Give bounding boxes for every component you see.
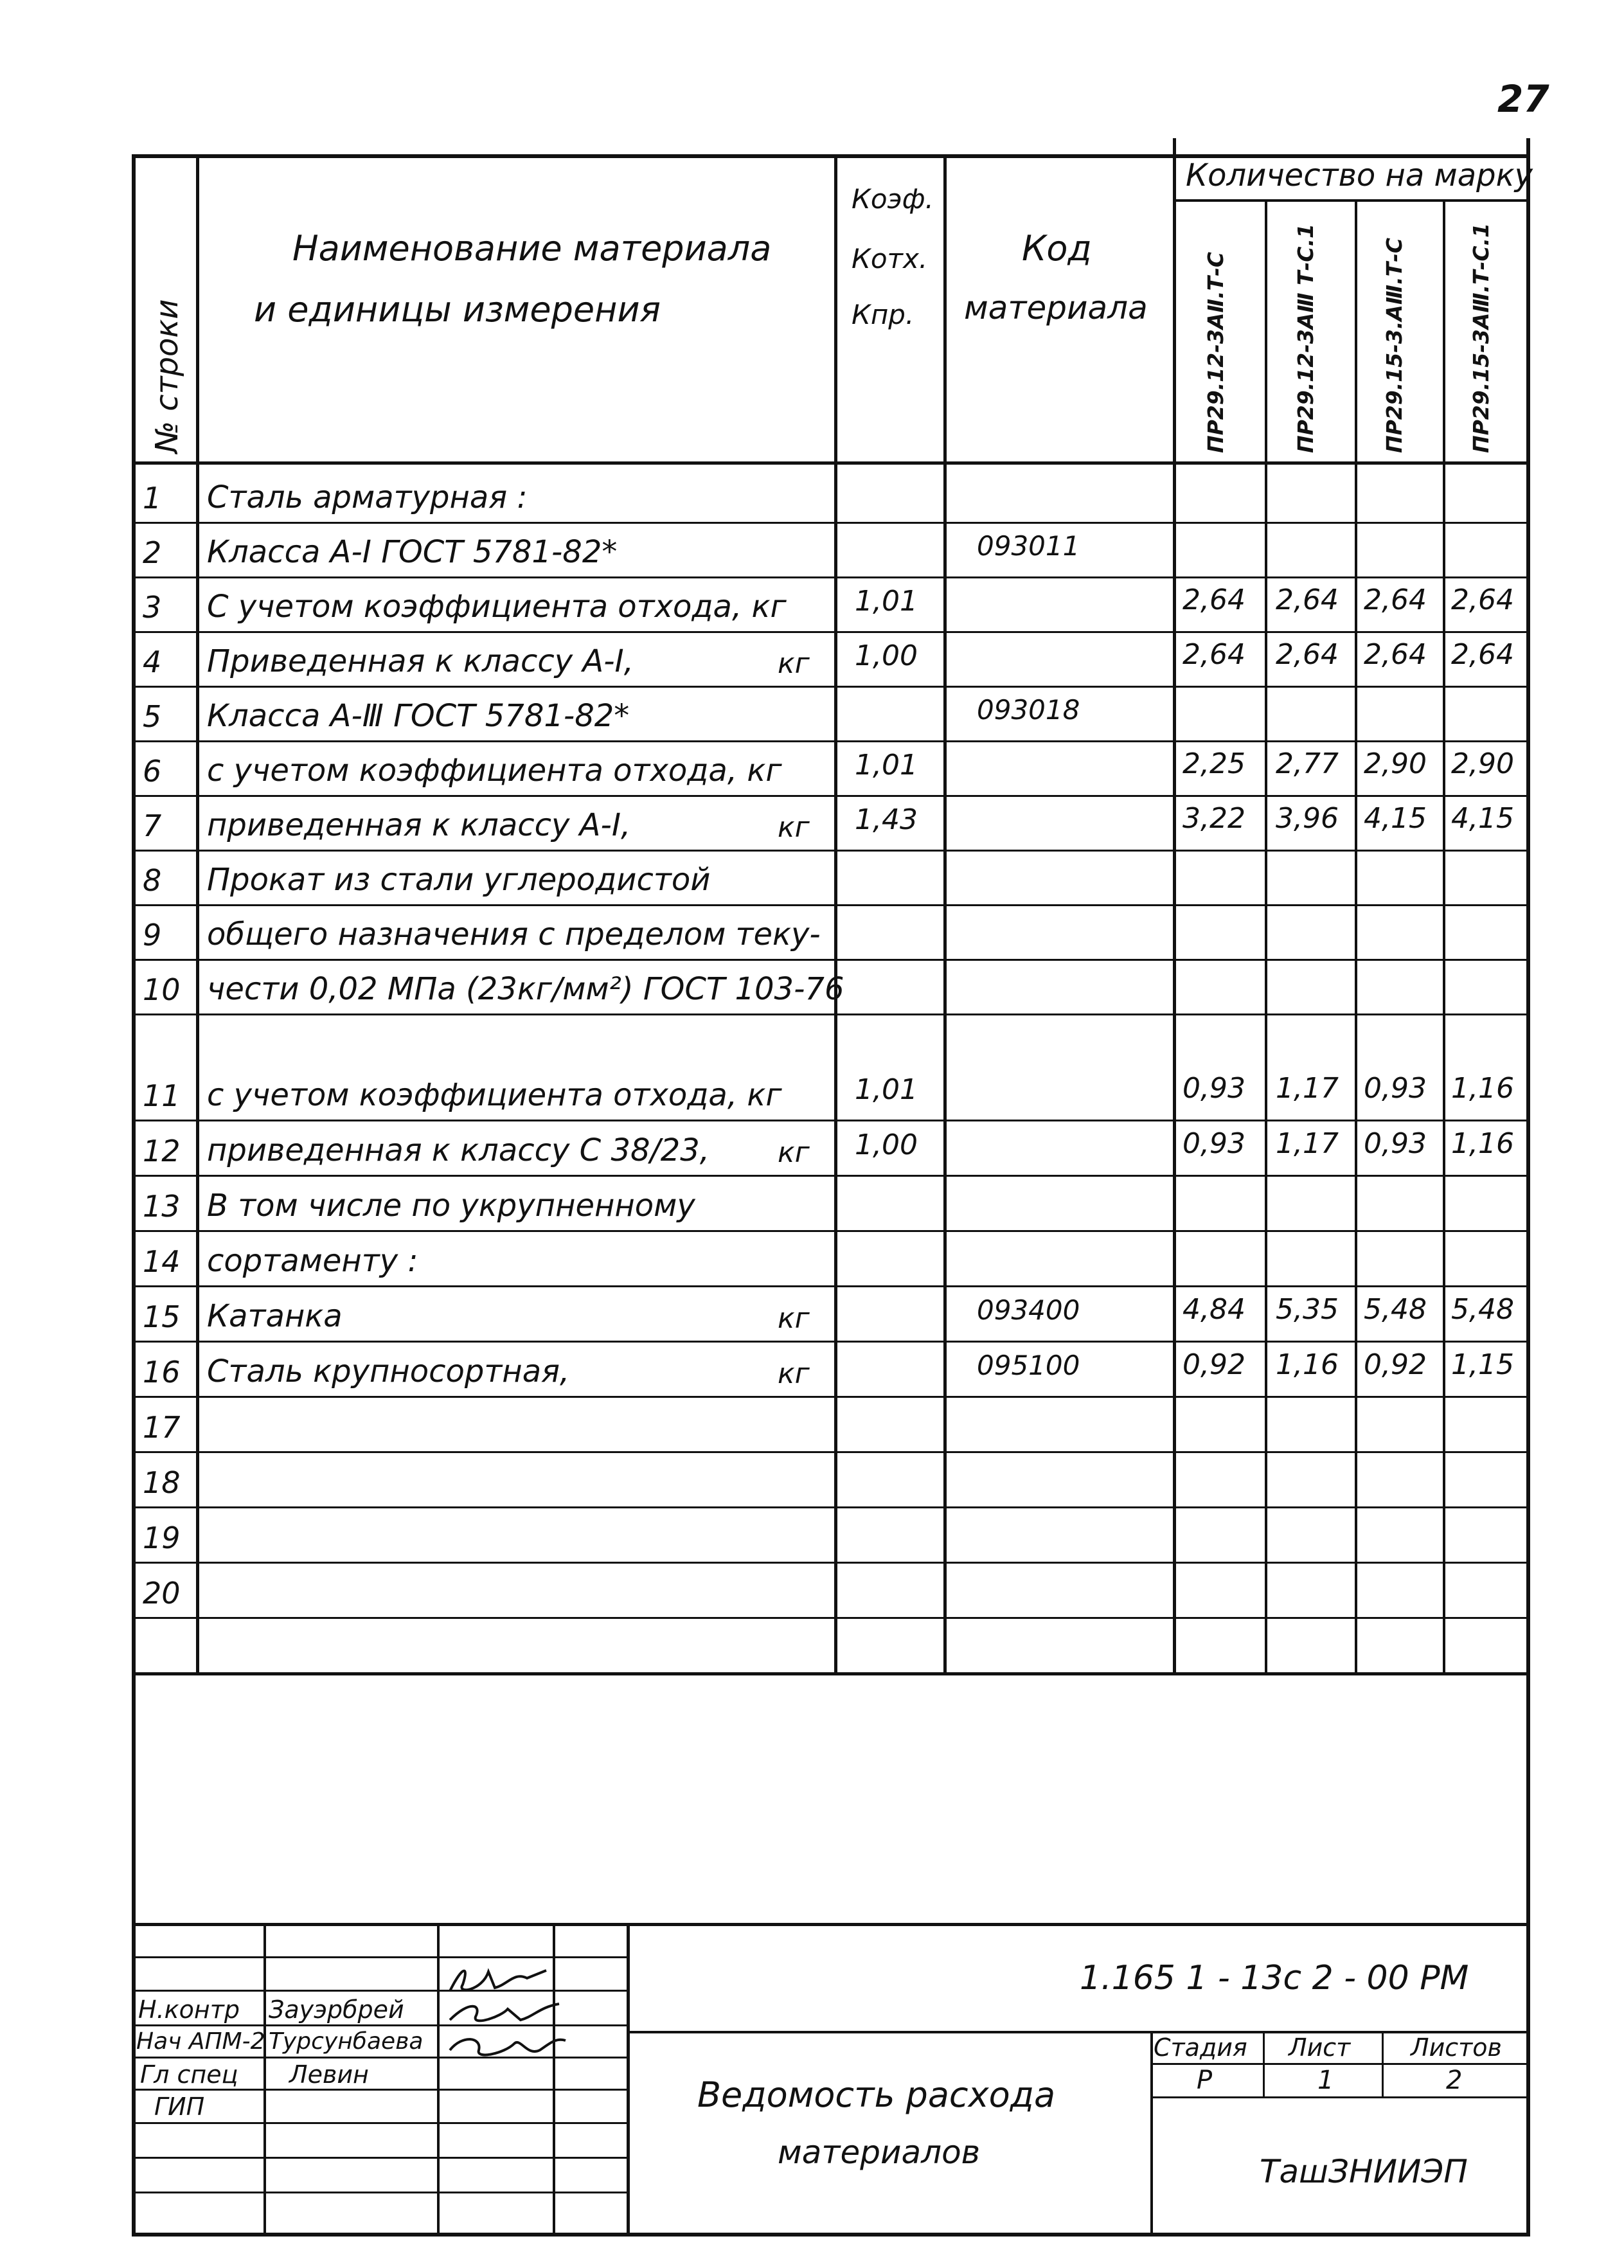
row-number: 11	[143, 1078, 181, 1113]
row-quantity: 2,64	[1276, 584, 1339, 616]
doc-code: 1.165 1 - 13с 2 - 00 РМ	[1080, 1959, 1469, 1997]
frame-bottom	[132, 2233, 1530, 2237]
row-code: 093400	[977, 1294, 1080, 1326]
tb-role-2: Нач АПМ-2	[136, 2028, 265, 2055]
doc-title-line1: Ведомость расхода	[697, 2075, 1056, 2115]
row-quantity: 5,48	[1364, 1293, 1427, 1326]
row-line	[132, 631, 1530, 633]
row-number: 7	[143, 808, 162, 843]
row-line	[132, 1013, 1530, 1015]
sheet-value: 1	[1317, 2066, 1334, 2095]
row-coef: 1,43	[855, 803, 918, 836]
tb-left-divider	[627, 1923, 630, 2237]
tb-stage-col2	[1382, 2031, 1384, 2098]
row-coef: 1,01	[855, 749, 918, 781]
tb-stage-row2	[1150, 2096, 1530, 2098]
row-number: 9	[143, 918, 162, 952]
row-coef: 1,01	[855, 1073, 918, 1106]
row-quantity: 2,90	[1451, 747, 1514, 780]
header-bottom-line	[132, 461, 1530, 465]
col-line-3	[943, 154, 947, 1674]
stage-label: Стадия	[1154, 2033, 1247, 2062]
row-line	[132, 1562, 1530, 1564]
header-code-line2: материала	[964, 289, 1148, 326]
row-quantity: 1,15	[1451, 1348, 1514, 1381]
row-quantity: 2,64	[1182, 638, 1245, 671]
row-line	[132, 522, 1530, 524]
row-number: 15	[143, 1299, 181, 1334]
row-quantity: 3,22	[1182, 802, 1245, 835]
col-line-2	[834, 154, 837, 1674]
row-line	[132, 740, 1530, 742]
col-line-1	[196, 154, 199, 1674]
row-name: приведенная к классу С 38/23,	[207, 1132, 710, 1168]
row-unit: кг	[778, 1357, 810, 1390]
sheet-label: Лист	[1289, 2033, 1351, 2062]
header-quantity: Количество на марку	[1186, 157, 1533, 193]
row-quantity: 2,64	[1182, 584, 1245, 616]
row-line	[132, 576, 1530, 578]
row-line	[132, 1617, 1530, 1619]
row-quantity: 4,84	[1182, 1293, 1245, 1326]
row-quantity: 2,77	[1276, 747, 1339, 780]
row-quantity: 1,17	[1276, 1072, 1339, 1105]
row-unit: кг	[778, 1136, 810, 1169]
tb-name-2: Турсунбаева	[269, 2028, 424, 2055]
row-line	[132, 1451, 1530, 1453]
row-name: Сталь крупносортная,	[207, 1353, 570, 1389]
row-name: В том числе по укрупненному	[207, 1188, 695, 1224]
row-quantity: 4,15	[1364, 802, 1427, 835]
row-name: приведенная к классу А-I,	[207, 807, 631, 843]
row-quantity: 2,64	[1364, 584, 1427, 616]
page-number: 27	[1497, 77, 1549, 121]
row-name: Класса А-Ⅲ ГОСТ 5781-82*	[207, 698, 630, 734]
row-number: 5	[143, 699, 162, 734]
row-quantity: 5,35	[1276, 1293, 1339, 1326]
sig-row-8	[132, 2192, 628, 2193]
row-quantity: 0,92	[1364, 1348, 1427, 1381]
signature-1	[443, 1965, 553, 1997]
stage-value: Р	[1197, 2066, 1213, 2095]
row-number: 20	[143, 1576, 181, 1611]
row-line	[132, 1120, 1530, 1121]
row-number: 4	[143, 645, 162, 679]
row-quantity: 0,92	[1182, 1348, 1245, 1381]
row-quantity: 2,64	[1364, 638, 1427, 671]
tb-role-4: ГИП	[154, 2093, 205, 2121]
row-line	[132, 959, 1530, 961]
row-number: 1	[143, 481, 162, 515]
table-bottom-line	[132, 1672, 1530, 1675]
signature-2	[443, 1997, 566, 2030]
row-unit: кг	[778, 647, 810, 680]
row-name: Прокат из стали углеродистой	[207, 862, 711, 898]
tb-stage-divider	[1150, 2031, 1153, 2237]
row-quantity: 0,93	[1182, 1127, 1245, 1160]
row-code: 093011	[977, 530, 1080, 562]
header-row-no: № строки	[149, 299, 185, 453]
tb-stage-row1	[1150, 2063, 1530, 2065]
row-number: 6	[143, 754, 162, 789]
row-quantity: 2,64	[1451, 638, 1514, 671]
header-coef-2: Котх.	[852, 243, 928, 274]
header-name-line1: Наименование материала	[292, 228, 772, 269]
tb-stage-col1	[1263, 2031, 1265, 2098]
tb-name-3: Левин	[289, 2060, 369, 2089]
sig-row-6	[132, 2122, 628, 2124]
tb-mid-line	[627, 2031, 1530, 2033]
row-quantity: 0,93	[1182, 1072, 1245, 1105]
row-number: 12	[143, 1134, 181, 1168]
row-name: Приведенная к классу А-I,	[207, 643, 634, 679]
row-line	[132, 795, 1530, 797]
org-name: ТашЗНИИЭП	[1260, 2153, 1468, 2190]
row-quantity: 1,16	[1451, 1072, 1514, 1105]
row-number: 18	[143, 1465, 181, 1500]
sig-col-2	[437, 1923, 440, 2237]
tb-name-1: Зауэрбрей	[269, 1996, 404, 2024]
col-line-4	[1173, 138, 1176, 1674]
tb-role-1: Н.контр	[138, 1996, 240, 2024]
row-line	[132, 1175, 1530, 1177]
row-name: с учетом коэффициента отхода, кг	[207, 753, 782, 789]
doc-title-line2: материалов	[778, 2134, 981, 2171]
row-quantity: 1,16	[1276, 1348, 1339, 1381]
header-code-line1: Код	[1022, 228, 1092, 269]
row-line	[132, 1285, 1530, 1287]
row-name: чести 0,02 МПа (23кг/мм²) ГОСТ 103-76	[207, 971, 844, 1007]
header-coef-3: Кпр.	[852, 299, 915, 330]
header-name-line2: и единицы измерения	[254, 289, 661, 330]
row-quantity: 1,17	[1276, 1127, 1339, 1160]
row-quantity: 1,16	[1451, 1127, 1514, 1160]
row-name: С учетом коэффициента отхода, кг	[207, 589, 787, 625]
sheets-value: 2	[1446, 2066, 1463, 2095]
row-code: 093018	[977, 694, 1080, 726]
row-number: 10	[143, 972, 181, 1007]
row-number: 2	[143, 535, 162, 570]
signature-3	[443, 2031, 572, 2066]
row-line	[132, 686, 1530, 688]
row-line	[132, 1506, 1530, 1508]
header-coef-1: Коэф.	[852, 183, 934, 215]
row-number: 8	[143, 863, 162, 898]
row-line	[132, 1341, 1530, 1343]
row-name: Класса А-I ГОСТ 5781-82*	[207, 534, 618, 570]
frame-right	[1526, 138, 1530, 2237]
row-name: сортаменту :	[207, 1243, 418, 1279]
row-line	[132, 1396, 1530, 1398]
row-coef: 1,01	[855, 585, 918, 618]
sig-col-1	[263, 1923, 266, 2237]
row-quantity: 2,90	[1364, 747, 1427, 780]
row-number: 17	[143, 1410, 181, 1445]
row-line	[132, 904, 1530, 906]
header-mark-1: ПР29.12-3АⅡ.Т-С	[1203, 251, 1228, 453]
row-line	[132, 850, 1530, 852]
row-number: 13	[143, 1189, 181, 1224]
sheets-label: Листов	[1411, 2033, 1502, 2062]
row-quantity: 4,15	[1451, 802, 1514, 835]
sig-row-1	[132, 1956, 628, 1958]
row-name: общего назначения с пределом теку-	[207, 916, 821, 952]
row-quantity: 2,64	[1451, 584, 1514, 616]
row-quantity: 3,96	[1276, 802, 1339, 835]
row-name: Катанка	[207, 1298, 343, 1334]
header-mark-3: ПР29.15-3.АⅢ.Т-С	[1382, 237, 1407, 453]
tb-top-line	[132, 1923, 1530, 1926]
sig-col-3	[553, 1923, 555, 2237]
row-number: 3	[143, 590, 162, 625]
row-unit: кг	[778, 1302, 810, 1335]
row-unit: кг	[778, 811, 810, 844]
quantity-header-line	[1173, 199, 1530, 202]
row-quantity: 2,64	[1276, 638, 1339, 671]
sig-row-2	[132, 1990, 628, 1992]
sig-row-5	[132, 2089, 628, 2091]
tb-role-3: Гл спец	[140, 2060, 238, 2089]
row-code: 095100	[977, 1350, 1080, 1381]
row-name: Сталь арматурная :	[207, 479, 528, 515]
row-number: 16	[143, 1355, 181, 1389]
row-name: с учетом коэффициента отхода, кг	[207, 1077, 782, 1113]
row-line	[132, 1230, 1530, 1232]
row-coef: 1,00	[855, 639, 918, 672]
row-quantity: 2,25	[1182, 747, 1245, 780]
row-number: 19	[143, 1521, 181, 1555]
row-quantity: 5,48	[1451, 1293, 1514, 1326]
header-mark-4: ПР29.15-3АⅢ.Т-С.1	[1468, 222, 1494, 453]
header-mark-2: ПР29.12-3АⅢ Т-С.1	[1293, 224, 1318, 453]
sig-row-7	[132, 2157, 628, 2159]
row-coef: 1,00	[855, 1129, 918, 1161]
row-quantity: 0,93	[1364, 1127, 1427, 1160]
row-quantity: 0,93	[1364, 1072, 1427, 1105]
row-number: 14	[143, 1244, 181, 1279]
